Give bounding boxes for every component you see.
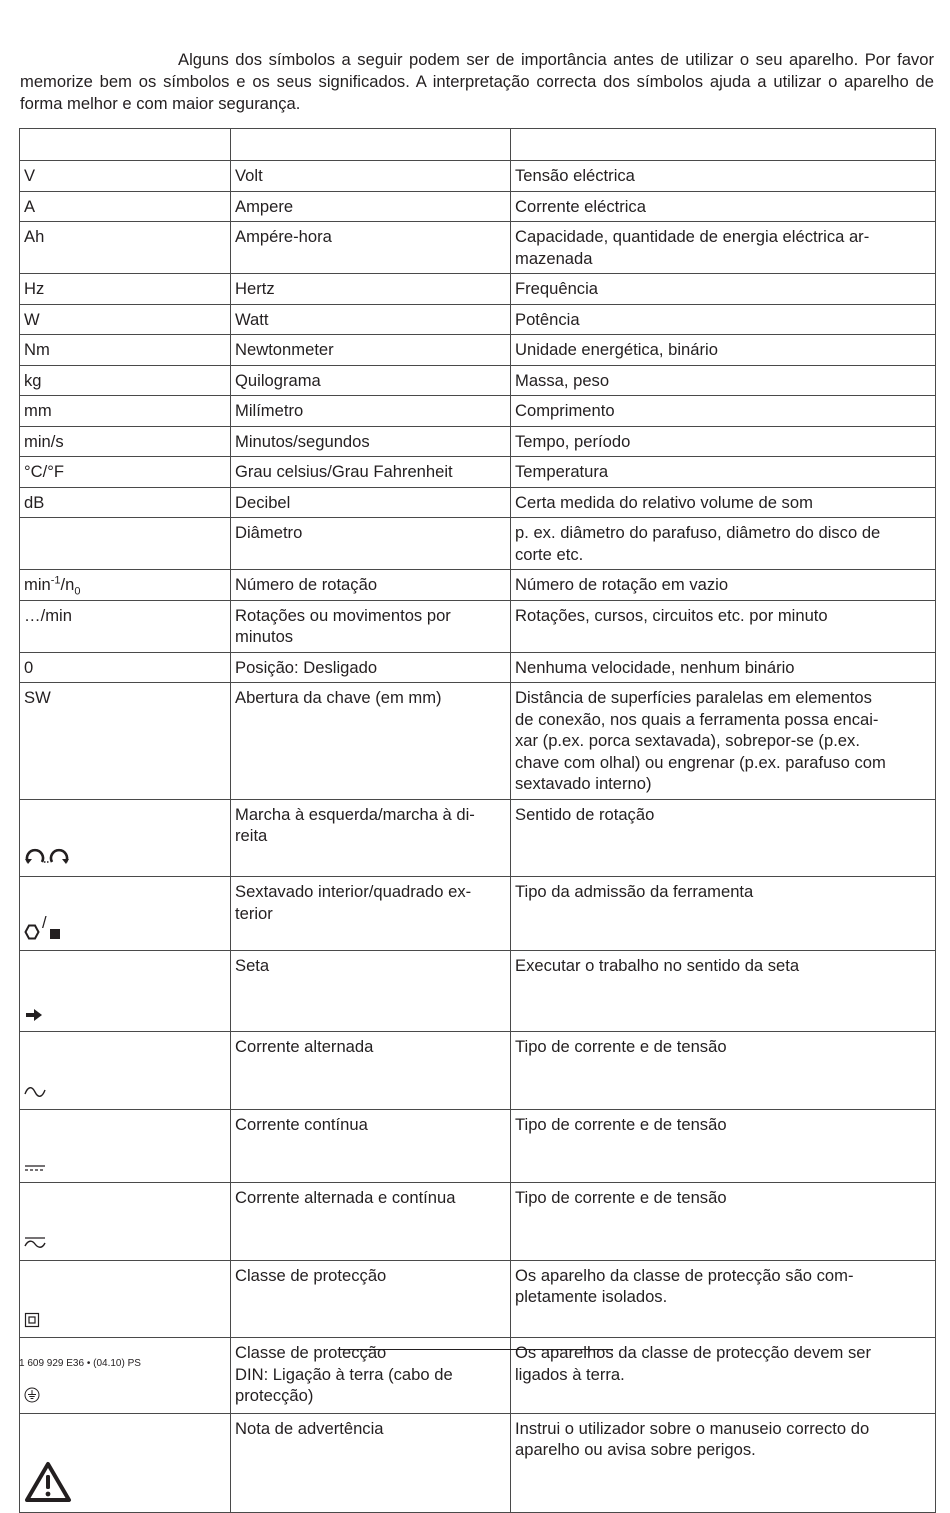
symbol-cell: Nm bbox=[20, 335, 231, 366]
symbol-cell: 0 bbox=[20, 652, 231, 683]
table-row bbox=[20, 365, 936, 396]
symbol-cell bbox=[20, 1183, 231, 1261]
table-row bbox=[20, 161, 936, 192]
table-row bbox=[20, 600, 936, 652]
name-cell: Quilograma bbox=[231, 365, 511, 396]
name-cell: Corrente alternada e contínua bbox=[231, 1183, 511, 1261]
table-header-row bbox=[20, 129, 936, 161]
name-cell: Nota de advertência bbox=[231, 1413, 511, 1513]
meaning-cell: Tensão eléctrica bbox=[511, 161, 936, 192]
name-cell: Rotações ou movimentos por minutos bbox=[231, 600, 511, 652]
symbols-table bbox=[19, 128, 936, 1513]
table-row bbox=[20, 1413, 936, 1513]
meaning-cell: Massa, peso bbox=[511, 365, 936, 396]
name-cell: Grau celsius/Grau Fahrenheit bbox=[231, 457, 511, 488]
meaning-cell: Executar o trabalho no sentido da seta bbox=[511, 950, 936, 1032]
meaning-cell: Os aparelho da classe de protecção são com- pletamente isolados. bbox=[511, 1260, 936, 1338]
footer-rule bbox=[340, 1349, 613, 1350]
symbol-cell bbox=[20, 1413, 231, 1513]
table-row bbox=[20, 426, 936, 457]
meaning-cell: Instrui o utilizador sobre o manuseio correcto do aparelho ou avisa sobre perigos. bbox=[511, 1413, 936, 1513]
symbol-cell bbox=[20, 518, 231, 570]
symbol-cell: …/min bbox=[20, 600, 231, 652]
table-row bbox=[20, 683, 936, 800]
table-row bbox=[20, 1260, 936, 1338]
symbol-cell: mm bbox=[20, 396, 231, 427]
symbol-cell: min/s bbox=[20, 426, 231, 457]
table-row bbox=[20, 1183, 936, 1261]
table-row bbox=[20, 457, 936, 488]
meaning-cell: Frequência bbox=[511, 274, 936, 305]
symbol-cell: dB bbox=[20, 487, 231, 518]
meaning-cell: Potência bbox=[511, 304, 936, 335]
name-cell: Marcha à esquerda/marcha à di- reita bbox=[231, 799, 511, 877]
meaning-cell: Capacidade, quantidade de energia eléctrica ar- mazenada bbox=[511, 222, 936, 274]
table-row bbox=[20, 274, 936, 305]
square-icon bbox=[49, 903, 61, 946]
meaning-cell: Tempo, período bbox=[511, 426, 936, 457]
meaning-cell: Tipo de corrente e de tensão bbox=[511, 1109, 936, 1183]
symbol-separator: / bbox=[42, 913, 47, 933]
name-cell: Seta bbox=[231, 950, 511, 1032]
name-cell: Ampére-hora bbox=[231, 222, 511, 274]
table-row bbox=[20, 1032, 936, 1110]
name-cell: Classe de protecção bbox=[231, 1260, 511, 1338]
name-cell: Posição: Desligado bbox=[231, 652, 511, 683]
symbol-subscript: 0 bbox=[74, 585, 81, 598]
table-row bbox=[20, 1109, 936, 1183]
name-cell: Hertz bbox=[231, 274, 511, 305]
table-row bbox=[20, 950, 936, 1032]
meaning-cell: Certa medida do relativo volume de som bbox=[511, 487, 936, 518]
ac-dc-icon bbox=[24, 1213, 46, 1256]
symbol-cell bbox=[20, 570, 231, 601]
name-cell: Classe de protecção DIN: Ligação à terra (cabo de protecção) bbox=[231, 1338, 511, 1414]
symbol-cell bbox=[20, 1109, 231, 1183]
symbol-cell: SW bbox=[20, 683, 231, 800]
warning-triangle-icon bbox=[24, 1439, 72, 1508]
symbol-cell bbox=[20, 950, 231, 1032]
symbol-cell: kg bbox=[20, 365, 231, 396]
table-row bbox=[20, 799, 936, 877]
symbol-cell bbox=[20, 799, 231, 877]
name-cell: Corrente contínua bbox=[231, 1109, 511, 1183]
meaning-cell: Tipo da admissão da ferramenta bbox=[511, 877, 936, 951]
symbol-cell bbox=[20, 1032, 231, 1110]
rotation-direction-icon bbox=[24, 825, 70, 872]
meaning-cell: Os aparelhos da classe de protecção devem ser ligados à terra. bbox=[511, 1338, 936, 1414]
meaning-cell: Número de rotação em vazio bbox=[511, 570, 936, 601]
meaning-cell: Distância de superfícies paralelas em elementos de conexão, nos quais a ferramenta possa encai- xar (p.ex. porca sextavada), sobrepor-se (p.ex. chave com olhal) ou engrenar (p.ex. parafuso com sextavado interno) bbox=[511, 683, 936, 800]
arrow-icon bbox=[24, 984, 44, 1027]
symbol-n: /n bbox=[60, 575, 75, 594]
intro-paragraph: Alguns dos símbolos a seguir podem ser de importância antes de utilizar o seu aparelho. Por favor memorize bem os símbolos e os seus significados. A interpretação correcta dos símbolos ajuda a utilizar o aparelho de forma melhor e com maior segurança. bbox=[20, 50, 934, 113]
table-row bbox=[20, 304, 936, 335]
table-row bbox=[20, 487, 936, 518]
symbol-cell bbox=[20, 1338, 231, 1414]
meaning-cell: Nenhuma velocidade, nenhum binário bbox=[511, 652, 936, 683]
name-cell: Minutos/segundos bbox=[231, 426, 511, 457]
header-cell-name bbox=[231, 129, 511, 161]
meaning-cell: p. ex. diâmetro do parafuso, diâmetro do disco de corte etc. bbox=[511, 518, 936, 570]
name-cell: Corrente alternada bbox=[231, 1032, 511, 1110]
alternating-current-icon bbox=[24, 1062, 46, 1105]
symbol-cell bbox=[20, 877, 231, 951]
symbol-cell bbox=[20, 1260, 231, 1338]
symbol-min: min bbox=[24, 575, 51, 594]
protection-class-ii-icon bbox=[24, 1290, 40, 1333]
header-cell-symbol bbox=[20, 129, 231, 161]
meaning-cell: Rotações, cursos, circuitos etc. por minuto bbox=[511, 600, 936, 652]
name-cell: Sextavado interior/quadrado ex- terior bbox=[231, 877, 511, 951]
symbol-cell: Hz bbox=[20, 274, 231, 305]
symbol-cell: Ah bbox=[20, 222, 231, 274]
table-row bbox=[20, 652, 936, 683]
meaning-cell: Sentido de rotação bbox=[511, 799, 936, 877]
meaning-cell: Tipo de corrente e de tensão bbox=[511, 1183, 936, 1261]
name-cell: Diâmetro bbox=[231, 518, 511, 570]
name-cell: Ampere bbox=[231, 191, 511, 222]
name-cell: Milímetro bbox=[231, 396, 511, 427]
name-cell: Newtonmeter bbox=[231, 335, 511, 366]
symbol-superscript: -1 bbox=[50, 574, 61, 587]
table-row bbox=[20, 222, 936, 274]
symbol-cell: A bbox=[20, 191, 231, 222]
hexagon-icon bbox=[24, 903, 40, 946]
meaning-cell: Temperatura bbox=[511, 457, 936, 488]
symbol-cell: V bbox=[20, 161, 231, 192]
symbol-cell: W bbox=[20, 304, 231, 335]
symbol-cell: °C/°F bbox=[20, 457, 231, 488]
meaning-cell: Comprimento bbox=[511, 396, 936, 427]
document-code: 1 609 929 E36 • (04.10) PS bbox=[19, 1358, 141, 1369]
table-row bbox=[20, 335, 936, 366]
meaning-cell: Unidade energética, binário bbox=[511, 335, 936, 366]
table-row bbox=[20, 396, 936, 427]
name-cell: Número de rotação bbox=[231, 570, 511, 601]
table-row bbox=[20, 518, 936, 570]
header-cell-meaning bbox=[511, 129, 936, 161]
table-row bbox=[20, 877, 936, 951]
table-row bbox=[20, 570, 936, 601]
name-cell: Watt bbox=[231, 304, 511, 335]
meaning-cell: Tipo de corrente e de tensão bbox=[511, 1032, 936, 1110]
name-cell: Abertura da chave (em mm) bbox=[231, 683, 511, 800]
name-cell: Decibel bbox=[231, 487, 511, 518]
direct-current-icon bbox=[24, 1135, 46, 1178]
meaning-cell: Corrente eléctrica bbox=[511, 191, 936, 222]
name-cell: Volt bbox=[231, 161, 511, 192]
table-row bbox=[20, 191, 936, 222]
